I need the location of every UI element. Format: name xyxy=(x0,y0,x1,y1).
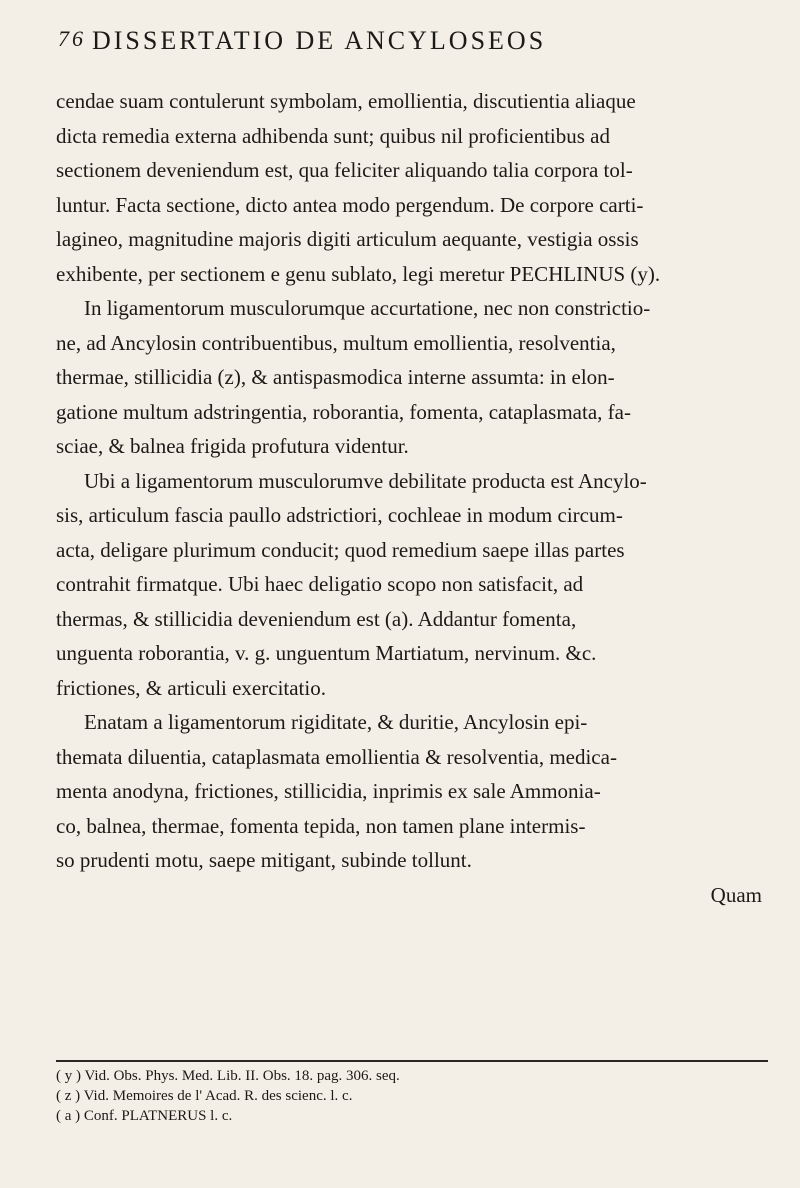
page-header xyxy=(58,26,768,66)
text-line: dicta remedia externa adhibenda sunt; quibus nil proficientibus ad xyxy=(56,123,610,148)
running-title: DISSERTATIO DE ANCYLOSEOS xyxy=(92,26,547,55)
page-number: 76 xyxy=(58,26,86,51)
text-line: Enatam a ligamentorum rigiditate, & duritie, Ancylosin epi- xyxy=(84,710,588,734)
text-line: themata diluentia, cataplasmata emollientia & resolventia, medica- xyxy=(56,744,617,769)
footnote-rule xyxy=(56,1060,768,1062)
text-line: menta anodyna, frictiones, stillicidia, inprimis ex sale Ammonia- xyxy=(56,779,601,803)
footnotes xyxy=(56,1066,768,1126)
text-line: ne, ad Ancylosin contribuentibus, multum emollientia, resolventia, xyxy=(56,330,616,355)
text-line: thermas, & stillicidia deveniendum est (a). Addantur fomenta, xyxy=(56,606,577,631)
text-line: Ubi a ligamentorum musculorumve debilitate producta est Ancylo- xyxy=(84,468,647,493)
body-text xyxy=(56,84,768,912)
paragraph xyxy=(56,464,768,706)
text-line: sis, articulum fascia paullo adstrictiori, cochleae in modum circum- xyxy=(56,503,623,527)
text-line: contrahit firmatque. Ubi haec deligatio scopo non satisfacit, ad xyxy=(56,572,584,596)
text-line: gatione multum adstringentia, roborantia, fomenta, cataplasmata, fa- xyxy=(56,399,631,424)
text-line: sectionem deveniendum est, qua feliciter aliquando talia corpora tol- xyxy=(56,158,633,182)
footnote: ( y ) Vid. Obs. Phys. Med. Lib. II. Obs. 18. pag. 306. seq. xyxy=(56,1068,400,1084)
paragraph xyxy=(56,291,768,464)
text-line: sciae, & balnea frigida profutura videntur. xyxy=(56,434,409,458)
paragraph xyxy=(56,84,768,291)
text-line: acta, deligare plurimum conducit; quod remedium saepe illas partes xyxy=(56,537,625,562)
text-line: thermae, stillicidia (z), & antispasmodica interne assumta: in elon- xyxy=(56,365,615,389)
text-line: cendae suam contulerunt symbolam, emollientia, discutientia aliaque xyxy=(56,89,636,113)
footnote: ( a ) Conf. PLATNERUS l. c. xyxy=(56,1108,233,1124)
text-line: unguenta roborantia, v. g. unguentum Martiatum, nervinum. &c. xyxy=(56,641,597,665)
text-line: luntur. Facta sectione, dicto antea modo pergendum. De corpore carti- xyxy=(56,192,644,217)
text-line: so prudenti motu, saepe mitigant, subinde tollunt. xyxy=(56,848,472,872)
text-line: In ligamentorum musculorumque accurtatione, nec non constrictio- xyxy=(84,296,651,320)
text-line: co, balnea, thermae, fomenta tepida, non tamen plane intermis- xyxy=(56,813,586,838)
text-line: frictiones, & articuli exercitatio. xyxy=(56,675,326,700)
text-line: exhibente, per sectionem e genu sublato, legi meretur PECHLINUS (y). xyxy=(56,261,661,286)
footnote: ( z ) Vid. Memoires de l' Acad. R. des scienc. l. c. xyxy=(56,1088,353,1104)
paragraph xyxy=(56,705,768,878)
text-line: lagineo, magnitudine majoris digiti articulum aequante, vestigia ossis xyxy=(56,227,639,251)
catchword: Quam xyxy=(710,882,762,907)
